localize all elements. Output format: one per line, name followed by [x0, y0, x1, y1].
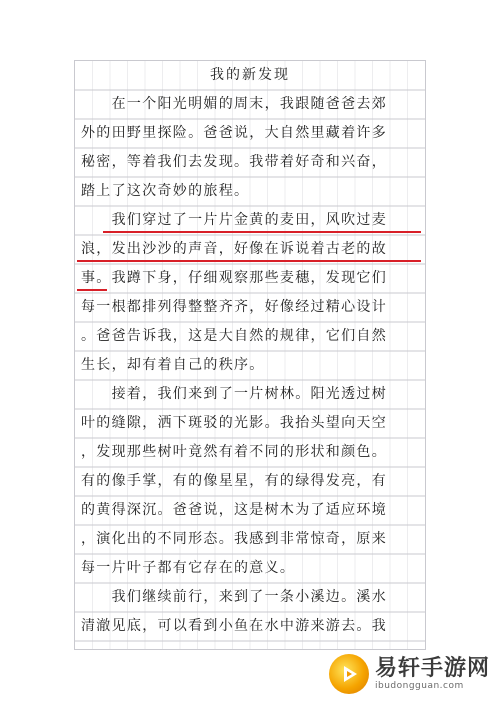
essay-line-2: 外的田野里探险。爸爸说，大自然里藏着许多: [81, 125, 387, 141]
essay-line-4: 踏上了这次奇妙的旅程。: [81, 183, 250, 199]
watermark-url: ibudongguan.com: [374, 681, 464, 691]
play-logo-icon: [329, 654, 369, 694]
essay-text: [75, 61, 425, 641]
essay-line-16: ，演化出的不同形态。我感到非常惊奇，原来: [81, 531, 387, 547]
essay-line-17: 每一片叶子都有它存在的意义。: [81, 560, 296, 576]
essay-line-5-text: 我们穿过了一片片金黄的麦田，风吹过麦: [81, 212, 387, 228]
red-underline-2: [77, 260, 421, 262]
red-underline-1: [103, 231, 421, 233]
essay-line-1: 在一个阳光明媚的周末，我跟随爸爸去郊: [81, 96, 387, 112]
essay-line-13: ，发现那些树叶竟然有着不同的形状和颜色。: [81, 444, 387, 460]
essay-line-7-text: 事。我蹲下身，仔细观察那些麦穗，发现它们: [81, 270, 387, 286]
red-underline-3: [77, 289, 107, 291]
essay-title: 我的新发现: [210, 67, 290, 83]
essay-line-19: 清澈见底，可以看到小鱼在水中游来游去。我: [81, 618, 387, 634]
essay-line-11: 接着，我们来到了一片树林。阳光透过树: [81, 386, 387, 402]
essay-line-6: [75, 235, 425, 264]
essay-line-8: 每一根都排列得整整齐齐，好像经过精心设计: [81, 299, 387, 315]
watermark-name: 易轩手游网: [374, 656, 490, 681]
composition-paper: [74, 60, 426, 650]
essay-line-14: 有的像手掌，有的像星星，有的绿得发亮，有: [81, 473, 387, 489]
essay-line-10: 生长，却有着自己的秩序。: [81, 357, 265, 373]
essay-line-7: [75, 264, 425, 293]
essay-line-9: 。爸爸告诉我，这是大自然的规律，它们自然: [81, 328, 387, 344]
essay-line-6-text: 浪，发出沙沙的声音，好像在诉说着古老的故: [81, 241, 387, 257]
essay-line-18: 我们继续前行，来到了一条小溪边。溪水: [81, 589, 387, 605]
essay-line-3: 秘密，等着我们去发现。我带着好奇和兴奋，: [81, 154, 387, 170]
site-watermark: [329, 654, 490, 694]
essay-line-12: 叶的缝隙，洒下斑驳的光影。我抬头望向天空: [81, 415, 387, 431]
essay-line-5: [75, 206, 425, 235]
essay-line-15: 的黄得深沉。爸爸说，这是树木为了适应环境: [81, 502, 387, 518]
